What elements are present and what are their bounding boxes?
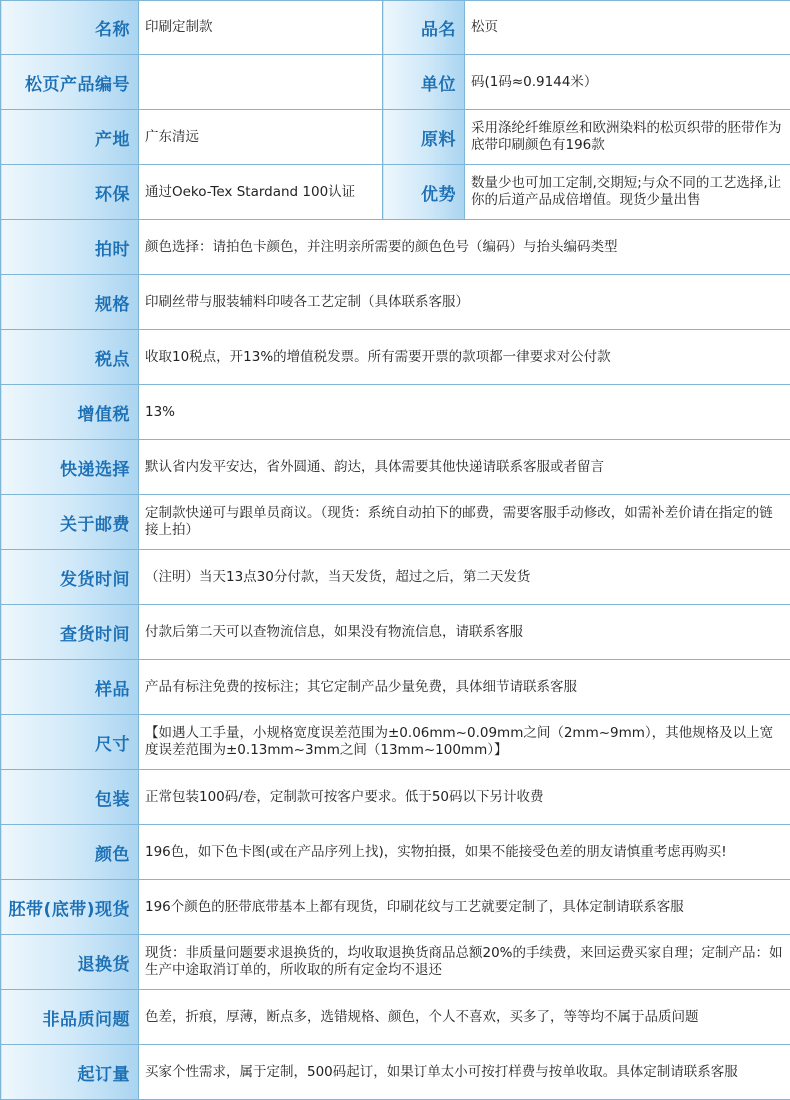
table-row [1,110,790,165]
row-label: 规格 [1,275,139,330]
table-row [1,770,790,825]
table-row [1,330,790,385]
table-row [1,550,790,605]
row-label: 起订量 [1,1045,139,1100]
table-row [1,275,790,330]
row-value: 采用涤纶纤维原丝和欧洲染料的松页织带的胚带作为底带印刷颜色有196款 [465,110,790,165]
row-value: 定制款快递可与跟单员商议。（现货：系统自动拍下的邮费，需要客服手动修改，如需补差价请在指定的链接上拍） [139,495,790,550]
table-row [1,715,790,770]
table-row [1,935,790,990]
row-value: 通过Oeko-Tex Stardand 100认证 [139,165,383,220]
table-row [1,165,790,220]
row-label: 税点 [1,330,139,385]
table-row [1,1,790,55]
row-value: 产品有标注免费的按标注；其它定制产品少量免费，具体细节请联系客服 [139,660,790,715]
row-value: 13% [139,385,790,440]
row-value: 现货：非质量问题要求退换货的，均收取退换货商品总额20%的手续费，来回运费买家自理；定制产品：如生产中途取消订单的，所收取的所有定金均不退还 [139,935,790,990]
table-row [1,880,790,935]
row-label: 发货时间 [1,550,139,605]
row-value: 色差，折痕，厚薄，断点多，选错规格、颜色，个人不喜欢，买多了，等等均不属于品质问题 [139,990,790,1045]
row-label: 名称 [1,1,139,55]
row-value: 颜色选择：请拍色卡颜色，并注明亲所需要的颜色色号（编码）与抬头编码类型 [139,220,790,275]
row-label: 松页产品编号 [1,55,139,110]
row-value: 印刷定制款 [139,1,383,55]
table-row [1,495,790,550]
row-value: 【如遇人工手量，小规格宽度误差范围为±0.06mm~0.09mm之间（2mm~9mm），其他规格及以上宽度误差范围为±0.13mm~3mm之间（13mm~100mm）】 [139,715,790,770]
table-row [1,1045,790,1100]
row-label: 尺寸 [1,715,139,770]
row-value [139,55,383,110]
row-label: 原料 [383,110,465,165]
table-row [1,605,790,660]
row-label: 退换货 [1,935,139,990]
row-label: 环保 [1,165,139,220]
table-row [1,825,790,880]
row-value: 196色，如下色卡图(或在产品序列上找)，实物拍摄，如果不能接受色差的朋友请慎重考虑再购买! [139,825,790,880]
row-label: 增值税 [1,385,139,440]
row-label: 关于邮费 [1,495,139,550]
row-value: （注明）当天13点30分付款，当天发货，超过之后，第二天发货 [139,550,790,605]
table-row [1,440,790,495]
row-label: 颜色 [1,825,139,880]
row-label: 非品质问题 [1,990,139,1045]
table-row [1,55,790,110]
table-row [1,220,790,275]
row-value: 数量少也可加工定制,交期短;与众不同的工艺选择,让你的后道产品成倍增值。现货少量出售 [465,165,790,220]
row-value: 付款后第二天可以查物流信息，如果没有物流信息，请联系客服 [139,605,790,660]
row-label: 包装 [1,770,139,825]
table-row [1,990,790,1045]
row-label: 查货时间 [1,605,139,660]
table-row [1,660,790,715]
row-value: 收取10税点，开13%的增值税发票。所有需要开票的款项都一律要求对公付款 [139,330,790,385]
row-label: 品名 [383,1,465,55]
row-value: 默认省内发平安达，省外圆通、韵达，具体需要其他快递请联系客服或者留言 [139,440,790,495]
row-label: 产地 [1,110,139,165]
row-value: 广东清远 [139,110,383,165]
row-label: 优势 [383,165,465,220]
row-value: 正常包装100码/卷，定制款可按客户要求。低于50码以下另计收费 [139,770,790,825]
row-label: 快递选择 [1,440,139,495]
table-row [1,385,790,440]
row-value: 松页 [465,1,790,55]
row-label: 单位 [383,55,465,110]
row-value: 印刷丝带与服装辅料印唛各工艺定制（具体联系客服） [139,275,790,330]
row-label: 胚带(底带)现货 [1,880,139,935]
row-label: 拍时 [1,220,139,275]
row-value: 码(1码≈0.9144米） [465,55,790,110]
row-value: 买家个性需求，属于定制，500码起订，如果订单太小可按打样费与按单收取。具体定制请联系客服 [139,1045,790,1100]
row-label: 样品 [1,660,139,715]
row-value: 196个颜色的胚带底带基本上都有现货，印刷花纹与工艺就要定制了，具体定制请联系客服 [139,880,790,935]
